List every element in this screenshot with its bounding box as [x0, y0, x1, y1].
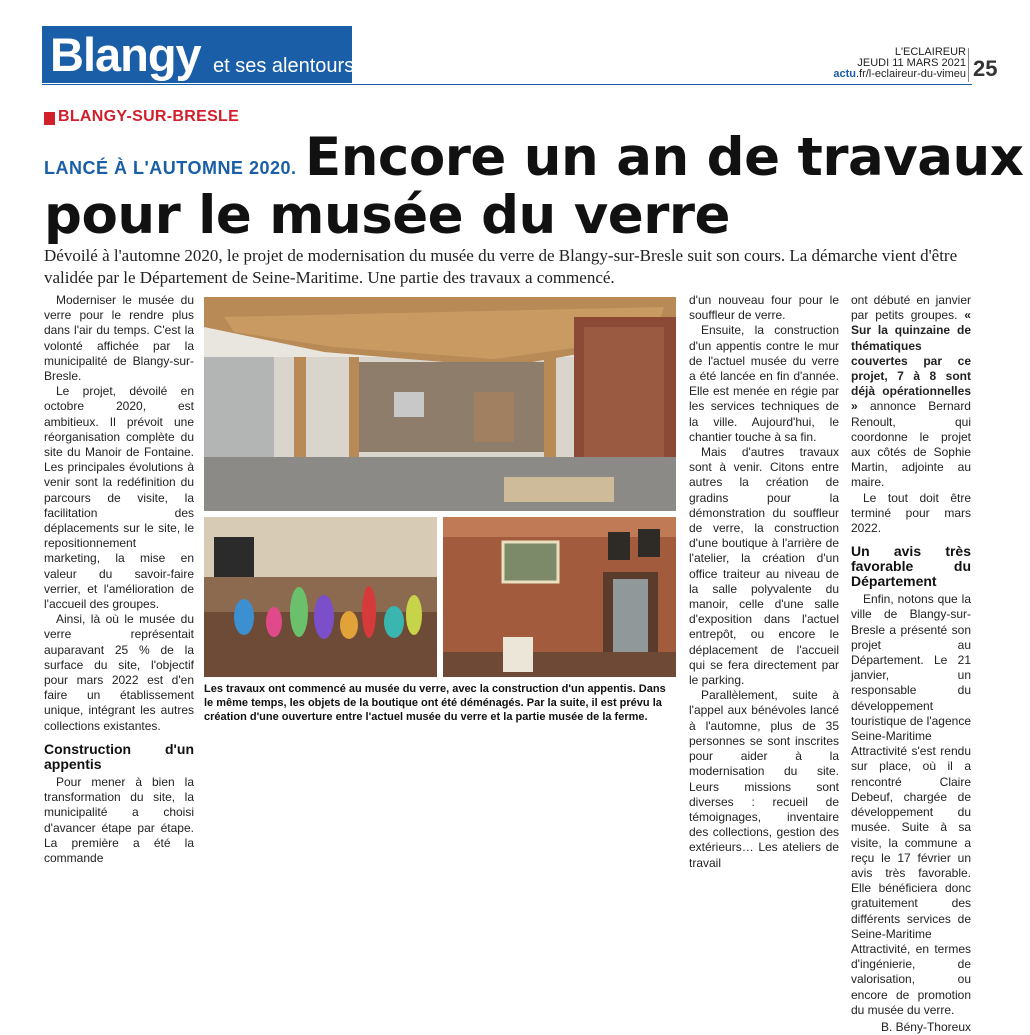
article-rubric: LANCÉ À L'AUTOMNE 2020.	[44, 158, 297, 178]
paragraph-text: annonce Bernard Renoult, qui coordonne le projet aux côtés de Sophie Martin, adjointe au maire.	[851, 399, 971, 490]
photo-caption: Les travaux ont commencé au musée du verre, avec la construction d'un appentis. Dans le même temps, les objets de la boutique ont été déménagés. Par la suite, il est prévu la création d'une ouverture entre l'actuel musée du verre et la partie musée de la ferme.	[204, 683, 666, 723]
section-subtitle: et ses alentours	[213, 55, 355, 77]
photo-construction-appentis	[204, 297, 676, 511]
paragraph: Moderniser le musée du verre pour le rendre plus dans l'air du temps. C'est la volonté affichée par la municipalité de Blangy-sur-Bresle.	[44, 293, 194, 384]
paragraph: Parallèlement, suite à l'appel aux bénévoles lancé à l'automne, plus de 35 personnes se sont inscrites pour aider à la modernisation du site. Leurs missions sont diverses : recueil de témoignages, inventaire des collections, gestion des extérieurs… Les ateliers de travail	[689, 688, 839, 870]
article-column-4	[851, 293, 971, 1035]
paragraph: Le tout doit être terminé pour mars 2022.	[851, 490, 971, 536]
page-number: 25	[973, 56, 998, 81]
headline-line-2: pour le musée du verre	[44, 185, 730, 246]
paragraph: Ainsi, là où le musée du verre représentait auparavant 25 % de la surface du site, l'objectif pour mars 2022 est d'en faire un établissement unique, intégrant les autres collections existantes.	[44, 612, 194, 733]
headline-line-1: Encore un an de travaux	[305, 127, 1024, 188]
paragraph: d'un nouveau four pour le souffleur de verre.	[689, 293, 839, 323]
paragraph: Le projet, dévoilé en octobre 2020, est ambitieux. Il prévoit une réorganisation complète du site du Manoir de Fontaine. Les principales évolutions à venir sont la redéfinition du parcours de visite, la facilitation des déplacements sur le site, le repositionnement marketing, la mise en valeur du savoir-faire verrier, et l'amélioration de l'accueil des groupes.	[44, 384, 194, 612]
photo-glass-shop	[204, 517, 437, 677]
header-rule	[42, 84, 972, 85]
site-rest: .fr/l-eclaireur-du-vimeu	[855, 68, 966, 80]
website-link[interactable]	[833, 68, 966, 80]
author-signature: B. Bény-Thoreux	[880, 1019, 971, 1034]
paragraph	[851, 293, 971, 491]
kicker-square-icon	[44, 112, 55, 125]
quote-text: « Sur la quinzaine de thématiques couvertes par ce projet, 7 à 8 sont déjà opérationnelles »	[851, 308, 971, 414]
article-column-3	[689, 293, 839, 871]
article-lead: Dévoilé à l'automne 2020, le projet de modernisation du musée du verre de Blangy-sur-Bresle suit son cours. La démarche vient d'être validée par le Département de Seine-Maritime. Une partie des travaux a commencé.	[44, 246, 958, 287]
newspaper-name: L'ECLAIREUR	[894, 46, 966, 58]
photo-museum-room	[443, 517, 676, 677]
paragraph: Ensuite, la construction d'un appentis contre le mur de l'actuel musée du verre a été lancée en fin d'année. Elle est menée en régie par les services techniques de la ville. Aujourd'hui, le chantier touche à sa fin.	[689, 323, 839, 444]
article-column-1	[44, 293, 194, 866]
paragraph: Pour mener à bien la transformation du site, la municipalité a choisi d'avancer étape par étape. La première a été la commande	[44, 774, 194, 865]
issue-date: JEUDI 11 MARS 2021	[857, 57, 966, 69]
page-number-divider	[968, 48, 969, 82]
kicker-location: BLANGY-SUR-BRESLE	[58, 108, 240, 125]
paragraph: Enfin, notons que la ville de Blangy-sur-Bresle a présenté son projet au Département. Le 21 janvier, un responsable du développement touristique de l'agence Seine-Maritime Attractivité s'est rendu sur place, où il a rencontré Claire Debeuf, chargée de développement du musée. Suite à sa visite, la commune a reçu le 17 février un avis très favorable. Elle bénéficiera donc gratuitement des différents services de Seine-Maritime Attractivité, en termes d'ingénierie, de valorisation, ou encore de promotion du musée du verre.	[851, 592, 971, 1017]
subheading: Un avis très favorable du Département	[851, 543, 971, 590]
paragraph: Mais d'autres travaux sont à venir. Citons entre autres la création de gradins pour la démonstration du souffleur de verre, la construction d'une boutique à l'arrière de l'atelier, la création d'un office traiteur au niveau de la salle polyvalente du manoir, celle d'une salle d'exposition dans l'actuel entrepôt, ou encore le déplacement de l'accueil qui se fera directement par le parking.	[689, 445, 839, 688]
subheading: Construction d'un appentis	[44, 740, 194, 772]
section-town-name: Blangy	[50, 28, 201, 81]
paragraph-text: ont débuté en janvier par petits groupes.	[851, 293, 971, 323]
site-prefix: actu	[833, 68, 856, 80]
